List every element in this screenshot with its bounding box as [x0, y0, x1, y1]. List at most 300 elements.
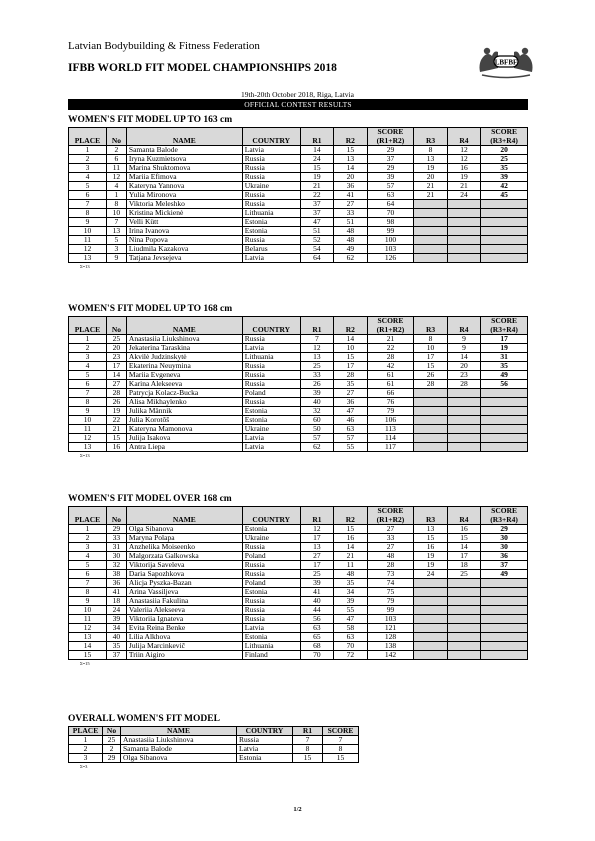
table-cell: 15 — [106, 434, 126, 443]
overall-title: OVERALL WOMEN'S FIT MODEL — [68, 714, 220, 724]
table-cell — [414, 651, 447, 660]
table-cell: 121 — [367, 624, 414, 633]
table-cell: Latvia — [242, 146, 300, 155]
table-cell: 13 — [300, 543, 333, 552]
table-cell: 42 — [481, 182, 528, 191]
table-cell: 10 — [69, 606, 107, 615]
table-cell: 14 — [447, 543, 480, 552]
table-cell: 31 — [106, 543, 126, 552]
table-cell: 15 — [300, 164, 333, 173]
table-cell: 34 — [334, 588, 367, 597]
table-cell: 12 — [447, 155, 480, 164]
table-cell: 74 — [367, 579, 414, 588]
table-cell: Olga Sibanova — [126, 525, 242, 534]
table-cell: 17 — [334, 362, 367, 371]
table-cell: 27 — [106, 380, 126, 389]
table-cell: 8 — [293, 745, 323, 754]
table-cell: Russia — [242, 362, 300, 371]
column-header: No — [106, 137, 126, 146]
table-cell: 27 — [334, 200, 367, 209]
table-cell: 45 — [481, 191, 528, 200]
table-cell — [481, 407, 528, 416]
table-cell: Samanta Balode — [126, 146, 242, 155]
table-cell: Ekaterina Neuymina — [126, 362, 242, 371]
table-cell: 8 — [69, 209, 107, 218]
table-cell: 39 — [481, 173, 528, 182]
table-cell: 22 — [367, 344, 414, 353]
table-row — [69, 245, 528, 254]
table-cell: 47 — [334, 615, 367, 624]
table-cell: 56 — [300, 615, 333, 624]
table-cell — [414, 209, 447, 218]
table-cell: 36 — [334, 182, 367, 191]
table-cell: 103 — [367, 615, 414, 624]
table-cell — [481, 434, 528, 443]
table-cell — [481, 624, 528, 633]
column-header: SCORE — [481, 507, 528, 516]
table-cell: 100 — [367, 236, 414, 245]
table-cell: 13 — [414, 525, 447, 534]
table-cell: Samanta Balode — [121, 745, 237, 754]
table-cell: Anastasiia Fakulina — [126, 597, 242, 606]
column-header — [334, 507, 367, 516]
table-cell: 11 — [106, 164, 126, 173]
table-cell: 17 — [414, 353, 447, 362]
table-row — [69, 552, 528, 561]
column-header: (R1+R2) — [367, 516, 414, 525]
table-cell — [447, 597, 480, 606]
table-cell: 41 — [106, 588, 126, 597]
table-cell: 21 — [414, 182, 447, 191]
table-cell: 20 — [106, 344, 126, 353]
table-cell: 39 — [300, 389, 333, 398]
overall-results-table — [68, 726, 359, 763]
table-row — [69, 443, 528, 452]
table-cell: 8 — [414, 335, 447, 344]
table-cell — [481, 633, 528, 642]
table-cell: 11 — [334, 561, 367, 570]
table-cell: Russia — [242, 380, 300, 389]
table-cell: 8 — [106, 200, 126, 209]
table-cell: 35 — [334, 380, 367, 389]
table-cell: 17 — [300, 561, 333, 570]
table-cell: 16 — [414, 543, 447, 552]
table-cell: 19 — [414, 164, 447, 173]
table-cell: 99 — [367, 227, 414, 236]
results-section — [68, 493, 528, 667]
table-cell: 2 — [106, 146, 126, 155]
column-header — [106, 317, 126, 326]
table-row — [69, 218, 528, 227]
table-cell: 7 — [69, 200, 107, 209]
table-cell: 28 — [447, 380, 480, 389]
table-cell: 51 — [300, 227, 333, 236]
table-cell: 68 — [300, 642, 333, 651]
column-header — [300, 317, 333, 326]
table-cell: 13 — [69, 254, 107, 263]
column-header — [126, 128, 242, 137]
table-cell: 50 — [300, 425, 333, 434]
table-cell: 3 — [69, 543, 107, 552]
table-cell — [481, 606, 528, 615]
table-cell: 79 — [367, 407, 414, 416]
results-table — [68, 316, 528, 452]
column-header: R1 — [293, 727, 323, 736]
column-header: R3 — [414, 137, 447, 146]
table-cell — [447, 398, 480, 407]
table-cell: 12 — [106, 173, 126, 182]
table-cell: Tatjana Jevsejeva — [126, 254, 242, 263]
table-cell: 15 — [334, 525, 367, 534]
table-cell: Mariia Evgeneva — [126, 371, 242, 380]
table-cell: 37 — [106, 651, 126, 660]
table-cell: Russia — [237, 736, 293, 745]
results-table — [68, 506, 528, 660]
column-header: R1 — [300, 326, 333, 335]
table-cell: 38 — [106, 570, 126, 579]
table-cell: 28 — [367, 561, 414, 570]
table-cell — [481, 588, 528, 597]
table-cell: Arina Vassiljeva — [126, 588, 242, 597]
table-cell: 4 — [69, 173, 107, 182]
table-cell: 4 — [69, 362, 107, 371]
table-cell: Velli Kütt — [126, 218, 242, 227]
table-cell: 18 — [106, 597, 126, 606]
column-header: (R3+R4) — [481, 137, 528, 146]
table-row — [69, 624, 528, 633]
table-cell: Poland — [242, 579, 300, 588]
table-row — [69, 416, 528, 425]
table-cell: 26 — [300, 380, 333, 389]
table-cell — [447, 245, 480, 254]
table-cell: 22 — [300, 191, 333, 200]
table-cell: 66 — [367, 389, 414, 398]
table-cell: 39 — [300, 579, 333, 588]
table-row — [69, 570, 528, 579]
table-cell: 12 — [300, 525, 333, 534]
table-cell: 19 — [481, 344, 528, 353]
table-cell: 40 — [106, 633, 126, 642]
table-row — [69, 597, 528, 606]
column-header: No — [103, 727, 121, 736]
table-cell: 61 — [367, 380, 414, 389]
table-cell — [481, 218, 528, 227]
table-row — [69, 745, 359, 754]
column-header: SCORE — [481, 128, 528, 137]
table-row — [69, 362, 528, 371]
column-header — [414, 128, 447, 137]
table-cell: 57 — [334, 434, 367, 443]
table-row — [69, 633, 528, 642]
table-cell: 35 — [481, 362, 528, 371]
table-cell: 49 — [481, 371, 528, 380]
table-cell: 24 — [300, 155, 333, 164]
column-header — [106, 507, 126, 516]
table-row — [69, 380, 528, 389]
table-cell: 27 — [334, 389, 367, 398]
table-cell: 4 — [69, 552, 107, 561]
table-cell: 12 — [69, 245, 107, 254]
table-cell — [481, 651, 528, 660]
table-cell — [447, 633, 480, 642]
table-row — [69, 534, 528, 543]
table-cell: 48 — [334, 236, 367, 245]
table-cell: 1 — [69, 736, 103, 745]
column-header — [126, 507, 242, 516]
table-cell: Estonia — [242, 633, 300, 642]
svg-text:LBFBF: LBFBF — [494, 58, 518, 67]
table-cell: Patrycja Kolacz-Bucka — [126, 389, 242, 398]
table-row — [69, 736, 359, 745]
column-header — [334, 317, 367, 326]
table-cell: 19 — [106, 407, 126, 416]
table-cell: 63 — [334, 633, 367, 642]
table-cell — [481, 209, 528, 218]
table-cell — [481, 642, 528, 651]
table-cell — [414, 606, 447, 615]
table-cell: 2 — [69, 745, 103, 754]
table-cell: 9 — [447, 344, 480, 353]
table-cell: Marina Shuktomova — [126, 164, 242, 173]
table-cell: 62 — [300, 443, 333, 452]
table-row — [69, 155, 528, 164]
column-header: COUNTRY — [237, 727, 293, 736]
table-cell: Russia — [242, 191, 300, 200]
page-number: 1/2 — [293, 806, 302, 813]
table-row — [69, 434, 528, 443]
table-cell: Estonia — [242, 218, 300, 227]
table-cell — [414, 624, 447, 633]
column-header: SCORE — [481, 317, 528, 326]
table-cell: 17 — [300, 534, 333, 543]
table-cell: 6 — [69, 380, 107, 389]
table-cell: 63 — [300, 624, 333, 633]
table-cell: Lithuania — [242, 353, 300, 362]
table-cell: 10 — [414, 344, 447, 353]
table-cell: 33 — [334, 209, 367, 218]
table-cell: 117 — [367, 443, 414, 452]
table-cell: 65 — [300, 633, 333, 642]
results-section — [68, 114, 528, 270]
section-title: WOMEN'S FIT MODEL UP TO 168 cm — [68, 304, 233, 314]
table-cell: 3 — [69, 754, 103, 763]
table-cell — [414, 615, 447, 624]
table-cell: Estonia — [242, 227, 300, 236]
table-cell — [414, 642, 447, 651]
table-cell: 19 — [414, 552, 447, 561]
table-cell: 21 — [414, 191, 447, 200]
table-cell: 15 — [334, 146, 367, 155]
table-cell — [414, 434, 447, 443]
table-cell: 14 — [334, 335, 367, 344]
table-cell: 27 — [300, 552, 333, 561]
table-row — [69, 588, 528, 597]
table-cell: Antra Liepa — [126, 443, 242, 452]
table-cell: Estonia — [242, 416, 300, 425]
table-cell: 99 — [367, 606, 414, 615]
column-header: R4 — [447, 326, 480, 335]
table-cell: 46 — [334, 416, 367, 425]
table-cell: 1 — [69, 146, 107, 155]
table-cell: 19 — [447, 173, 480, 182]
table-cell: 3 — [69, 353, 107, 362]
column-header: NAME — [126, 326, 242, 335]
table-cell: Latvia — [242, 443, 300, 452]
table-cell: Mariia Efimova — [126, 173, 242, 182]
table-cell — [447, 606, 480, 615]
section-title: WOMEN'S FIT MODEL OVER 168 cm — [68, 494, 232, 504]
column-header: No — [106, 326, 126, 335]
table-cell: 12 — [69, 434, 107, 443]
table-cell: 49 — [481, 570, 528, 579]
table-cell: 49 — [334, 245, 367, 254]
table-cell: 37 — [367, 155, 414, 164]
table-cell: 19 — [414, 561, 447, 570]
table-cell: 11 — [69, 236, 107, 245]
table-cell: 16 — [334, 534, 367, 543]
table-cell: 30 — [106, 552, 126, 561]
table-cell: Yulia Mironova — [126, 191, 242, 200]
table-cell — [481, 200, 528, 209]
table-cell: Poland — [242, 389, 300, 398]
table-cell: 60 — [300, 416, 333, 425]
table-cell: 29 — [481, 525, 528, 534]
table-cell — [414, 425, 447, 434]
table-cell: 7 — [300, 335, 333, 344]
column-header: R4 — [447, 137, 480, 146]
table-cell: 30 — [481, 534, 528, 543]
page-title: IFBB WORLD FIT MODEL CHAMPIONSHIPS 2018 — [68, 62, 337, 74]
table-cell: Akvilė Judzinskytė — [126, 353, 242, 362]
table-cell: Russia — [242, 398, 300, 407]
table-cell: 19 — [300, 173, 333, 182]
table-cell — [481, 254, 528, 263]
table-cell: 48 — [367, 552, 414, 561]
table-cell — [447, 579, 480, 588]
table-cell: 15 — [293, 754, 323, 763]
table-cell: Ukraine — [242, 425, 300, 434]
table-cell: 9 — [69, 407, 107, 416]
table-cell: 7 — [323, 736, 359, 745]
column-header: SCORE — [367, 128, 414, 137]
column-header: PLACE — [69, 137, 107, 146]
table-cell: 34 — [106, 624, 126, 633]
table-cell: Viktorija Saveleva — [126, 561, 242, 570]
table-cell: 64 — [367, 200, 414, 209]
table-cell: Russia — [242, 615, 300, 624]
table-cell: Lithuania — [242, 209, 300, 218]
table-cell: 42 — [367, 362, 414, 371]
table-cell: 11 — [69, 425, 107, 434]
table-row — [69, 353, 528, 362]
table-cell: 52 — [300, 236, 333, 245]
table-row — [69, 164, 528, 173]
table-cell: 28 — [367, 353, 414, 362]
table-cell: Poland — [242, 552, 300, 561]
column-header — [447, 317, 480, 326]
column-header: No — [106, 516, 126, 525]
table-cell — [481, 579, 528, 588]
table-cell: 44 — [300, 606, 333, 615]
table-cell — [481, 227, 528, 236]
table-cell: 41 — [334, 191, 367, 200]
table-cell: 25 — [103, 736, 121, 745]
table-cell: 35 — [334, 579, 367, 588]
table-cell: 12 — [69, 624, 107, 633]
table-cell: 7 — [106, 218, 126, 227]
table-cell: 79 — [367, 597, 414, 606]
table-cell: 64 — [300, 254, 333, 263]
table-cell: 14 — [334, 543, 367, 552]
table-cell: Julija Isakova — [126, 434, 242, 443]
table-cell: 26 — [414, 371, 447, 380]
table-row — [69, 606, 528, 615]
table-cell: 10 — [69, 227, 107, 236]
column-header: NAME — [121, 727, 237, 736]
section-count-note: Σ=13 — [80, 453, 90, 458]
table-cell: 29 — [367, 146, 414, 155]
table-cell — [447, 624, 480, 633]
table-cell: 48 — [334, 227, 367, 236]
table-cell: Anzhelika Moiseenko — [126, 543, 242, 552]
table-cell: 12 — [447, 146, 480, 155]
table-cell: 126 — [367, 254, 414, 263]
table-cell: Daria Sapozhkova — [126, 570, 242, 579]
table-cell: Ukraine — [242, 534, 300, 543]
column-header — [242, 317, 300, 326]
table-cell: 27 — [367, 543, 414, 552]
table-cell: 138 — [367, 642, 414, 651]
table-cell: 5 — [69, 182, 107, 191]
table-cell: 21 — [106, 425, 126, 434]
table-cell: 15 — [334, 353, 367, 362]
table-cell: 39 — [106, 615, 126, 624]
table-cell: 41 — [300, 588, 333, 597]
table-cell: 55 — [334, 606, 367, 615]
column-header — [414, 507, 447, 516]
column-header: R3 — [414, 516, 447, 525]
table-row — [69, 579, 528, 588]
overall-section — [68, 713, 359, 770]
table-cell: 35 — [106, 642, 126, 651]
table-cell: 11 — [69, 615, 107, 624]
table-cell: 61 — [367, 371, 414, 380]
table-cell — [481, 416, 528, 425]
table-cell: 47 — [300, 218, 333, 227]
table-cell: 24 — [414, 570, 447, 579]
table-cell: 29 — [106, 525, 126, 534]
table-cell — [414, 443, 447, 452]
table-cell — [414, 633, 447, 642]
table-cell: 114 — [367, 434, 414, 443]
table-cell — [447, 443, 480, 452]
table-row — [69, 200, 528, 209]
table-row — [69, 227, 528, 236]
table-cell: 2 — [69, 344, 107, 353]
table-cell — [414, 389, 447, 398]
table-cell: 3 — [69, 164, 107, 173]
table-cell: 58 — [334, 624, 367, 633]
table-row — [69, 425, 528, 434]
table-cell: 37 — [300, 209, 333, 218]
table-cell: 1 — [69, 525, 107, 534]
table-row — [69, 407, 528, 416]
column-header: R2 — [334, 326, 367, 335]
table-cell: Kateryna Yannova — [126, 182, 242, 191]
table-row — [69, 398, 528, 407]
table-cell — [447, 209, 480, 218]
table-cell: Latvia — [242, 624, 300, 633]
